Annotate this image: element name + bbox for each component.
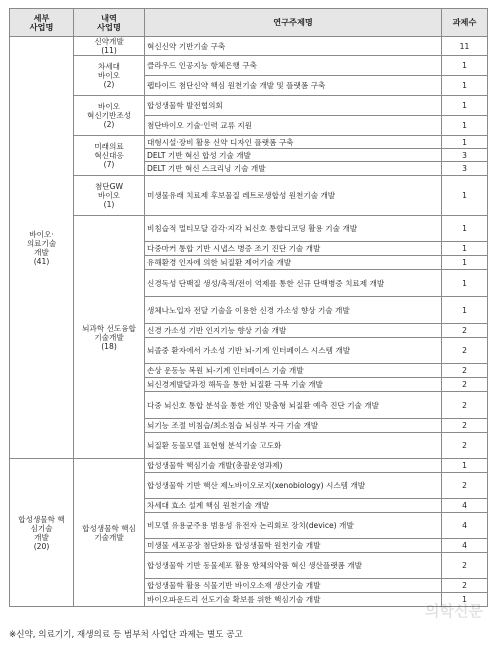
task-count-cell: 11: [442, 37, 488, 56]
research-topic-cell: 뇌기능 조절 비침습/최소침습 뇌심부 자극 기술 개발: [145, 419, 442, 433]
task-count-cell: 4: [442, 499, 488, 513]
research-topic-cell: 손상 운동능 복원 뇌-기계 인터페이스 기술 개발: [145, 364, 442, 378]
task-count-cell: 1: [442, 136, 488, 149]
footnote: ※신약, 의료기기, 재생의료 등 범부처 사업단 과제는 별도 공고: [9, 630, 243, 640]
research-topic-cell: 혁신신약 기반기술 구축: [145, 37, 442, 56]
task-count-cell: 1: [442, 242, 488, 256]
research-topic-cell: 바이오파운드리 선도기술 확보를 위한 핵심기술 개발: [145, 593, 442, 607]
research-topic-cell: 미생물유래 치료제 후보물질 레트로생합성 원천기술 개발: [145, 176, 442, 216]
task-count-cell: 1: [442, 96, 488, 116]
detail-project-cell: 바이오 혁신기반조성 (2): [74, 96, 145, 136]
detail-project-cell: 뇌과학 선도융합 기술개발 (18): [74, 216, 145, 459]
task-count-cell: 2: [442, 338, 488, 364]
table-row: [10, 176, 488, 216]
research-topic-cell: 클라우드 인공지능 항체은행 구축: [145, 56, 442, 76]
header-detail-project: 내역 사업명: [74, 9, 145, 37]
header-row: [10, 9, 488, 37]
header-task-count: 과제수: [442, 9, 488, 37]
research-topic-cell: 뇌신경계발달과정 해독을 통한 뇌질환 극복 기술 개발: [145, 378, 442, 392]
task-count-cell: 2: [442, 364, 488, 378]
research-topic-cell: 차세대 효소 설계 핵심 원천기술 개발: [145, 499, 442, 513]
research-topic-cell: 합성생물학 기반 동물세포 활용 항체의약품 혁신 생산플랫폼 개발: [145, 553, 442, 579]
task-count-cell: 4: [442, 513, 488, 539]
watermark-logo: 의학신문: [425, 602, 483, 620]
detail-project-cell: 차세대 바이오 (2): [74, 56, 145, 96]
task-count-cell: 1: [442, 459, 488, 473]
task-count-cell: 1: [442, 270, 488, 297]
detail-project-cell: 신약개발 (11): [74, 37, 145, 56]
table-row: [10, 37, 488, 56]
table-row: [10, 96, 488, 116]
research-topic-cell: 첨단바이오 기술·인력 교류 지원: [145, 116, 442, 136]
task-count-cell: 1: [442, 76, 488, 96]
research-topic-cell: 유해환경 인자에 의한 뇌질환 제어기술 개발: [145, 256, 442, 270]
research-topic-cell: 합성생물학 활용 식물기반 바이오소재 생산기술 개발: [145, 579, 442, 593]
task-count-cell: 2: [442, 579, 488, 593]
task-count-cell: 1: [442, 216, 488, 242]
research-topic-cell: 다중마커 통합 기반 시냅스 병증 조기 진단 기술 개발: [145, 242, 442, 256]
table-row: [10, 216, 488, 242]
task-count-cell: 4: [442, 539, 488, 553]
detail-project-cell: 미래의료 혁신대응 (7): [74, 136, 145, 176]
research-topic-cell: 다중 뇌신호 통합 분석을 통한 개인 맞춤형 뇌질환 예측 진단 기술 개발: [145, 392, 442, 419]
task-count-cell: 1: [442, 56, 488, 76]
header-subproject: 세부 사업명: [10, 9, 74, 37]
research-topic-cell: 미생물 세포공장 첨단화용 합성생물학 원천기술 개발: [145, 539, 442, 553]
task-count-cell: 2: [442, 473, 488, 499]
task-count-cell: 3: [442, 162, 488, 176]
task-count-cell: 3: [442, 149, 488, 162]
detail-project-cell: 합성생물학 핵심 기술개발: [74, 459, 145, 607]
task-count-cell: 2: [442, 553, 488, 579]
subproject-cell: 바이오· 의료기술 개발 (41): [10, 37, 74, 459]
research-topic-cell: 합성생물학 기반 핵산 제노바이오로지(xenobiology) 시스템 개발: [145, 473, 442, 499]
task-count-cell: 2: [442, 378, 488, 392]
research-topics-table: [9, 8, 488, 607]
research-topic-cell: 신경독성 단백질 생성/축적/전이 억제를 통한 신규 단백병증 치료제 개발: [145, 270, 442, 297]
detail-project-cell: 첨단GW 바이오 (1): [74, 176, 145, 216]
table-row: [10, 459, 488, 473]
task-count-cell: 2: [442, 392, 488, 419]
subproject-cell: 합성생물학 핵 심기술 개발 (20): [10, 459, 74, 607]
research-topic-cell: 대형시설·장비 활용 신약 디자인 플랫폼 구축: [145, 136, 442, 149]
research-topic-cell: 신경 가소성 기반 인지기능 향상 기술 개발: [145, 324, 442, 338]
header-research-topic: 연구주제명: [145, 9, 442, 37]
research-topic-cell: 펩타이드 첨단신약 핵심 원천기술 개발 및 플랫폼 구축: [145, 76, 442, 96]
research-topic-cell: 합성생물학 발전협의회: [145, 96, 442, 116]
research-topic-cell: 뇌질환 동물모델 표현형 분석기술 고도화: [145, 433, 442, 459]
table-row: [10, 56, 488, 76]
research-topic-cell: 합성생물학 핵심기술 개발(총괄운영과제): [145, 459, 442, 473]
research-topic-cell: 비모델 유용균주용 범용성 유전자 논리회로 장치(device) 개발: [145, 513, 442, 539]
table-row: [10, 136, 488, 149]
task-count-cell: 1: [442, 116, 488, 136]
task-count-cell: 1: [442, 593, 488, 607]
research-topic-cell: 뇌졸중 환자에서 가소성 기반 뇌-기계 인터페이스 시스템 개발: [145, 338, 442, 364]
research-topic-cell: 생체나노입자 전달 기술을 이용한 신경 가소성 향상 기술 개발: [145, 297, 442, 324]
research-topic-cell: 비침습적 멀티모달 감각·지각 뇌신호 통합디코딩 활용 기술 개발: [145, 216, 442, 242]
task-count-cell: 2: [442, 324, 488, 338]
task-count-cell: 2: [442, 433, 488, 459]
task-count-cell: 2: [442, 419, 488, 433]
research-topic-cell: DELT 기반 혁신 합성 기술 개발: [145, 149, 442, 162]
task-count-cell: 1: [442, 297, 488, 324]
task-count-cell: 1: [442, 176, 488, 216]
research-topic-cell: DELT 기반 혁신 스크리닝 기술 개발: [145, 162, 442, 176]
task-count-cell: 1: [442, 256, 488, 270]
